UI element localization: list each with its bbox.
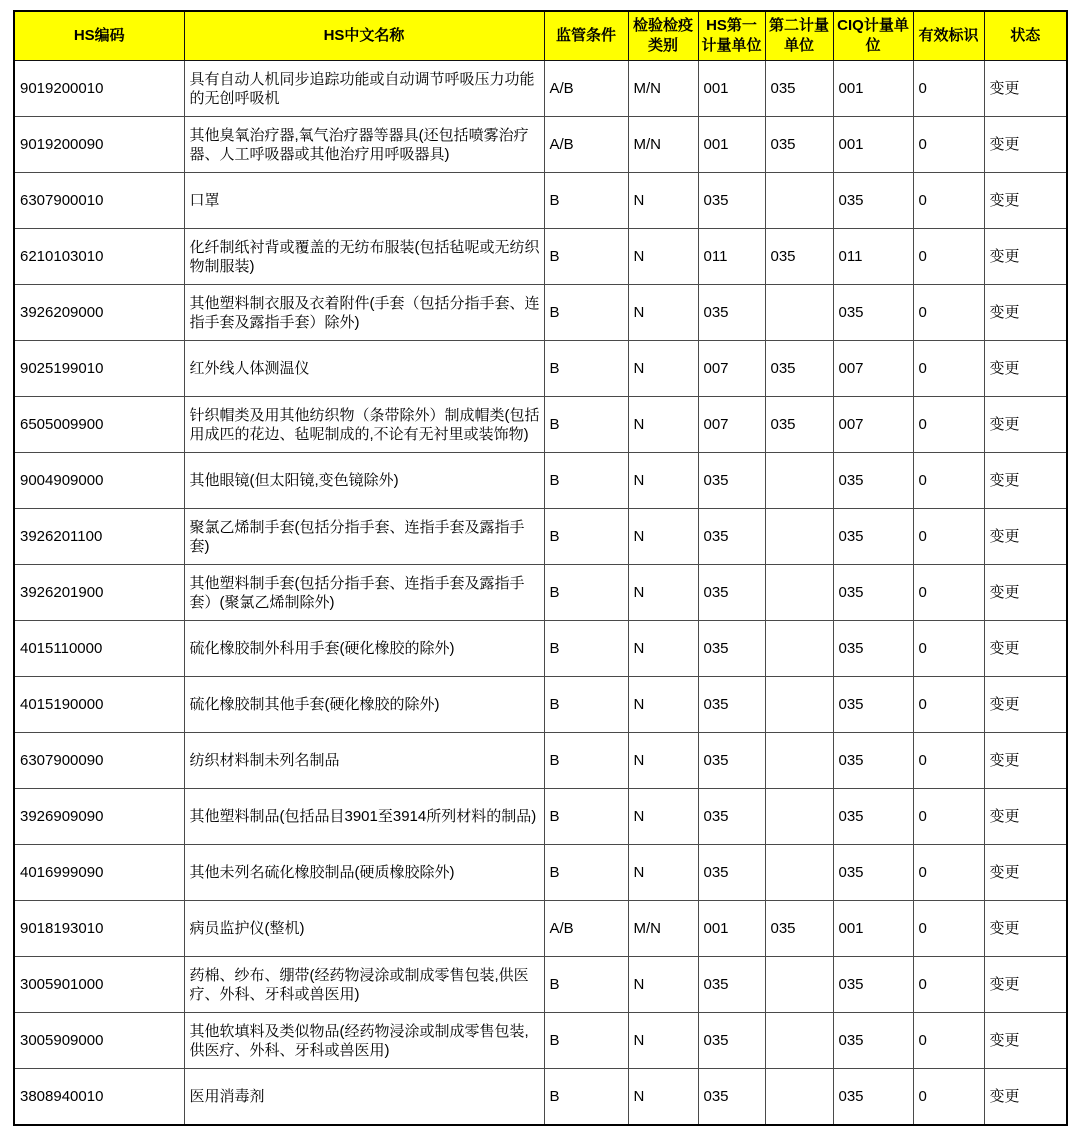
cell-status: 变更 [984,61,1067,117]
cell-cn_name: 口罩 [184,173,544,229]
cell-supervision: B [544,509,628,565]
cell-second_unit [765,733,833,789]
cell-cn_name: 红外线人体测温仪 [184,341,544,397]
cell-ciq_unit: 035 [833,845,913,901]
cell-supervision: B [544,1013,628,1069]
cell-valid_flag: 0 [913,621,984,677]
cell-hs_code: 4015190000 [14,677,184,733]
cell-ciq_unit: 035 [833,677,913,733]
table-row [14,845,1067,901]
cell-valid_flag: 0 [913,117,984,173]
cell-supervision: A/B [544,901,628,957]
cell-supervision: B [544,845,628,901]
cell-cn_name: 其他塑料制品(包括品目3901至3914所列材料的制品) [184,789,544,845]
table-row [14,341,1067,397]
cell-hs_code: 6505009900 [14,397,184,453]
cell-inspection_category: N [628,621,698,677]
cell-status: 变更 [984,229,1067,285]
cell-inspection_category: N [628,509,698,565]
column-header-hs_code: HS编码 [14,11,184,61]
table-row [14,789,1067,845]
cell-first_unit: 035 [698,565,765,621]
cell-hs_code: 3926209000 [14,285,184,341]
cell-supervision: B [544,285,628,341]
cell-valid_flag: 0 [913,677,984,733]
cell-status: 变更 [984,845,1067,901]
cell-cn_name: 其他未列名硫化橡胶制品(硬质橡胶除外) [184,845,544,901]
cell-valid_flag: 0 [913,341,984,397]
cell-status: 变更 [984,453,1067,509]
cell-first_unit: 035 [698,789,765,845]
cell-supervision: B [544,229,628,285]
cell-inspection_category: N [628,1069,698,1126]
cell-supervision: B [544,397,628,453]
cell-second_unit [765,957,833,1013]
table-row [14,957,1067,1013]
cell-valid_flag: 0 [913,1013,984,1069]
cell-ciq_unit: 001 [833,61,913,117]
cell-valid_flag: 0 [913,61,984,117]
cell-ciq_unit: 007 [833,397,913,453]
cell-first_unit: 001 [698,61,765,117]
cell-ciq_unit: 001 [833,901,913,957]
cell-inspection_category: N [628,453,698,509]
cell-valid_flag: 0 [913,845,984,901]
cell-second_unit: 035 [765,397,833,453]
cell-hs_code: 3926201100 [14,509,184,565]
cell-ciq_unit: 011 [833,229,913,285]
column-header-ciq_unit: CIQ计量单位 [833,11,913,61]
cell-second_unit: 035 [765,61,833,117]
cell-inspection_category: N [628,957,698,1013]
column-header-inspection_category: 检验检疫类别 [628,11,698,61]
cell-hs_code: 9004909000 [14,453,184,509]
cell-first_unit: 035 [698,733,765,789]
cell-supervision: B [544,1069,628,1126]
cell-second_unit [765,789,833,845]
cell-second_unit: 035 [765,229,833,285]
cell-second_unit [765,677,833,733]
cell-inspection_category: N [628,677,698,733]
cell-first_unit: 001 [698,901,765,957]
table-row [14,677,1067,733]
cell-valid_flag: 0 [913,789,984,845]
table-row [14,229,1067,285]
cell-ciq_unit: 007 [833,341,913,397]
column-header-valid_flag: 有效标识 [913,11,984,61]
table-head [14,11,1067,61]
cell-valid_flag: 0 [913,733,984,789]
cell-cn_name: 化纤制纸衬背或覆盖的无纺布服装(包括毡呢或无纺织物制服装) [184,229,544,285]
cell-cn_name: 硫化橡胶制外科用手套(硬化橡胶的除外) [184,621,544,677]
cell-status: 变更 [984,621,1067,677]
cell-status: 变更 [984,565,1067,621]
cell-status: 变更 [984,789,1067,845]
cell-inspection_category: M/N [628,117,698,173]
cell-supervision: B [544,621,628,677]
cell-second_unit: 035 [765,117,833,173]
cell-hs_code: 9025199010 [14,341,184,397]
cell-cn_name: 具有自动人机同步追踪功能或自动调节呼吸压力功能的无创呼吸机 [184,61,544,117]
cell-status: 变更 [984,341,1067,397]
table-row [14,173,1067,229]
cell-inspection_category: N [628,173,698,229]
cell-hs_code: 9018193010 [14,901,184,957]
cell-inspection_category: N [628,789,698,845]
cell-valid_flag: 0 [913,509,984,565]
cell-inspection_category: N [628,397,698,453]
cell-ciq_unit: 035 [833,733,913,789]
cell-second_unit [765,453,833,509]
cell-ciq_unit: 035 [833,453,913,509]
cell-cn_name: 针织帽类及用其他纺织物（条带除外）制成帽类(包括用成匹的花边、毡呢制成的,不论有无衬里或装饰物) [184,397,544,453]
cell-first_unit: 035 [698,453,765,509]
cell-status: 变更 [984,1013,1067,1069]
cell-inspection_category: N [628,341,698,397]
cell-supervision: B [544,173,628,229]
cell-ciq_unit: 035 [833,621,913,677]
column-header-second_unit: 第二计量单位 [765,11,833,61]
table-row [14,733,1067,789]
column-header-first_unit: HS第一计量单位 [698,11,765,61]
cell-ciq_unit: 035 [833,789,913,845]
cell-first_unit: 007 [698,341,765,397]
table-body [14,61,1067,1126]
table-row [14,397,1067,453]
cell-inspection_category: M/N [628,901,698,957]
table-row [14,453,1067,509]
cell-supervision: B [544,677,628,733]
cell-cn_name: 药棉、纱布、绷带(经药物浸涂或制成零售包装,供医疗、外科、牙科或兽医用) [184,957,544,1013]
cell-cn_name: 病员监护仪(整机) [184,901,544,957]
cell-first_unit: 035 [698,677,765,733]
cell-status: 变更 [984,397,1067,453]
cell-supervision: B [544,957,628,1013]
table-row [14,1013,1067,1069]
cell-first_unit: 035 [698,845,765,901]
cell-ciq_unit: 035 [833,565,913,621]
cell-supervision: A/B [544,117,628,173]
cell-status: 变更 [984,901,1067,957]
cell-valid_flag: 0 [913,173,984,229]
hs-codes-table [13,10,1068,1126]
cell-ciq_unit: 035 [833,285,913,341]
cell-first_unit: 035 [698,957,765,1013]
cell-first_unit: 001 [698,117,765,173]
cell-hs_code: 6307900090 [14,733,184,789]
cell-cn_name: 其他软填料及类似物品(经药物浸涂或制成零售包装,供医疗、外科、牙科或兽医用) [184,1013,544,1069]
cell-first_unit: 035 [698,173,765,229]
cell-cn_name: 其他臭氧治疗器,氧气治疗器等器具(还包括喷雾治疗器、人工呼吸器或其他治疗用呼吸器具) [184,117,544,173]
column-header-cn_name: HS中文名称 [184,11,544,61]
cell-hs_code: 6210103010 [14,229,184,285]
cell-ciq_unit: 001 [833,117,913,173]
cell-hs_code: 4016999090 [14,845,184,901]
cell-valid_flag: 0 [913,397,984,453]
cell-second_unit: 035 [765,901,833,957]
cell-ciq_unit: 035 [833,1069,913,1126]
cell-supervision: A/B [544,61,628,117]
cell-status: 变更 [984,117,1067,173]
cell-cn_name: 其他眼镜(但太阳镜,变色镜除外) [184,453,544,509]
cell-supervision: B [544,565,628,621]
cell-second_unit [765,1069,833,1126]
cell-status: 变更 [984,509,1067,565]
cell-first_unit: 007 [698,397,765,453]
cell-valid_flag: 0 [913,453,984,509]
cell-first_unit: 035 [698,1069,765,1126]
cell-ciq_unit: 035 [833,1013,913,1069]
cell-second_unit [765,173,833,229]
cell-status: 变更 [984,1069,1067,1126]
cell-hs_code: 3005909000 [14,1013,184,1069]
cell-inspection_category: N [628,1013,698,1069]
column-header-supervision: 监管条件 [544,11,628,61]
cell-valid_flag: 0 [913,285,984,341]
cell-first_unit: 035 [698,621,765,677]
cell-first_unit: 011 [698,229,765,285]
cell-second_unit [765,509,833,565]
cell-first_unit: 035 [698,509,765,565]
cell-first_unit: 035 [698,1013,765,1069]
cell-status: 变更 [984,677,1067,733]
cell-status: 变更 [984,285,1067,341]
cell-valid_flag: 0 [913,957,984,1013]
cell-second_unit [765,565,833,621]
cell-inspection_category: N [628,229,698,285]
cell-valid_flag: 0 [913,1069,984,1126]
cell-hs_code: 6307900010 [14,173,184,229]
cell-hs_code: 3005901000 [14,957,184,1013]
table-row [14,117,1067,173]
cell-second_unit [765,1013,833,1069]
cell-supervision: B [544,733,628,789]
table-row [14,285,1067,341]
cell-first_unit: 035 [698,285,765,341]
cell-cn_name: 硫化橡胶制其他手套(硬化橡胶的除外) [184,677,544,733]
table-row [14,509,1067,565]
cell-ciq_unit: 035 [833,509,913,565]
table-row [14,565,1067,621]
table-row [14,621,1067,677]
cell-valid_flag: 0 [913,565,984,621]
cell-hs_code: 3926201900 [14,565,184,621]
cell-valid_flag: 0 [913,901,984,957]
cell-supervision: B [544,789,628,845]
cell-valid_flag: 0 [913,229,984,285]
cell-second_unit: 035 [765,341,833,397]
cell-hs_code: 3808940010 [14,1069,184,1126]
cell-second_unit [765,621,833,677]
cell-supervision: B [544,453,628,509]
cell-status: 变更 [984,957,1067,1013]
cell-cn_name: 其他塑料制手套(包括分指手套、连指手套及露指手套）(聚氯乙烯制除外) [184,565,544,621]
table-row [14,61,1067,117]
cell-cn_name: 纺织材料制未列名制品 [184,733,544,789]
cell-hs_code: 3926909090 [14,789,184,845]
column-header-status: 状态 [984,11,1067,61]
cell-hs_code: 9019200090 [14,117,184,173]
cell-second_unit [765,285,833,341]
table-row [14,1069,1067,1126]
cell-second_unit [765,845,833,901]
cell-hs_code: 9019200010 [14,61,184,117]
cell-cn_name: 医用消毒剂 [184,1069,544,1126]
cell-inspection_category: N [628,733,698,789]
cell-ciq_unit: 035 [833,173,913,229]
table-head-row [14,11,1067,61]
cell-inspection_category: M/N [628,61,698,117]
cell-cn_name: 聚氯乙烯制手套(包括分指手套、连指手套及露指手套) [184,509,544,565]
document-page [0,10,1080,1105]
cell-inspection_category: N [628,285,698,341]
table-row [14,901,1067,957]
cell-status: 变更 [984,733,1067,789]
cell-status: 变更 [984,173,1067,229]
cell-hs_code: 4015110000 [14,621,184,677]
cell-inspection_category: N [628,565,698,621]
cell-cn_name: 其他塑料制衣服及衣着附件(手套（包括分指手套、连指手套及露指手套）除外) [184,285,544,341]
cell-inspection_category: N [628,845,698,901]
cell-ciq_unit: 035 [833,957,913,1013]
cell-supervision: B [544,341,628,397]
